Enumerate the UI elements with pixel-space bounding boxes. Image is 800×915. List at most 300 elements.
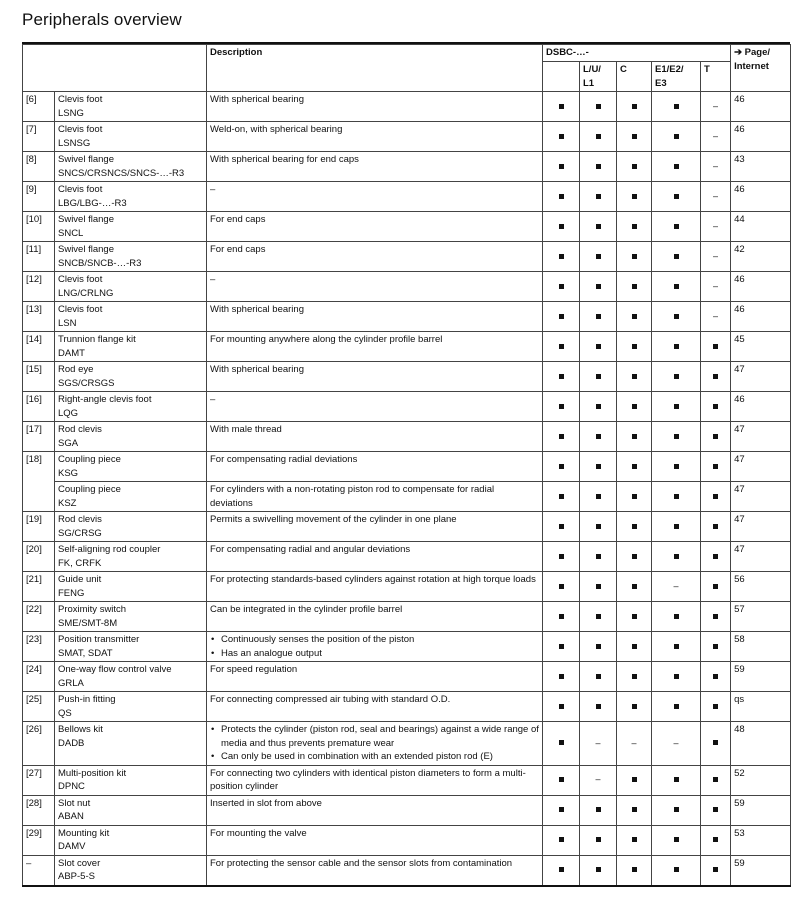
compatible-square-icon xyxy=(674,807,679,812)
compat-cell xyxy=(543,692,580,722)
row-component xyxy=(55,602,207,632)
row-description: With spherical bearing xyxy=(207,92,543,122)
compat-cell xyxy=(701,122,731,152)
compatible-square-icon xyxy=(713,464,718,469)
compat-cell xyxy=(652,512,701,542)
table-row xyxy=(23,765,791,795)
compat-cell xyxy=(543,512,580,542)
table-row xyxy=(23,602,791,632)
component-name: Clevis foot xyxy=(58,304,103,315)
table-row xyxy=(23,795,791,825)
component-code: DAMT xyxy=(58,347,85,359)
compatible-square-icon xyxy=(632,284,637,289)
component-name: One-way flow control valve xyxy=(58,664,172,675)
compatible-square-icon xyxy=(713,867,718,872)
table-row xyxy=(23,182,791,212)
compatible-square-icon xyxy=(596,254,601,259)
compatible-square-icon xyxy=(632,614,637,619)
row-description: Weld-on, with spherical bearing xyxy=(207,122,543,152)
component-name: Swivel flange xyxy=(58,154,114,165)
compatible-square-icon xyxy=(596,524,601,529)
not-compatible-dash-icon: – xyxy=(713,310,719,321)
table-row xyxy=(23,302,791,332)
component-name: Guide unit xyxy=(58,574,102,585)
compatible-square-icon xyxy=(632,314,637,319)
row-description: For end caps xyxy=(207,212,543,242)
compat-cell xyxy=(652,542,701,572)
row-number: [17] xyxy=(23,422,55,452)
compat-cell xyxy=(652,122,701,152)
header-variant-blank xyxy=(543,62,580,92)
component-code: SNCL xyxy=(58,227,84,239)
peripherals-table xyxy=(22,44,791,887)
compatible-square-icon xyxy=(674,104,679,109)
row-page: 47 xyxy=(731,512,791,542)
row-page: 59 xyxy=(731,795,791,825)
compatible-square-icon xyxy=(674,284,679,289)
compatible-square-icon xyxy=(596,704,601,709)
compatible-square-icon xyxy=(674,867,679,872)
row-number: [25] xyxy=(23,692,55,722)
row-page: 47 xyxy=(731,452,791,482)
compatible-square-icon xyxy=(596,194,601,199)
component-code: SGA xyxy=(58,437,79,449)
compatible-square-icon xyxy=(713,404,718,409)
row-page: qs xyxy=(731,692,791,722)
component-code: KSZ xyxy=(58,497,77,509)
table-row xyxy=(23,482,791,512)
table-row xyxy=(23,362,791,392)
compatible-square-icon xyxy=(674,134,679,139)
row-description: Inserted in slot from above xyxy=(207,795,543,825)
compat-cell xyxy=(652,572,701,602)
row-component xyxy=(55,362,207,392)
table-row xyxy=(23,512,791,542)
compatible-square-icon xyxy=(559,254,564,259)
table-row xyxy=(23,92,791,122)
not-compatible-dash-icon: – xyxy=(713,130,719,141)
compatible-square-icon xyxy=(632,554,637,559)
compat-cell xyxy=(580,482,617,512)
component-code: SG/CRSG xyxy=(58,527,102,539)
compatible-square-icon xyxy=(632,777,637,782)
component-code: LSNSG xyxy=(58,137,91,149)
compatible-square-icon xyxy=(674,314,679,319)
row-component xyxy=(55,422,207,452)
compat-cell xyxy=(617,572,652,602)
compatible-square-icon xyxy=(632,194,637,199)
table-row xyxy=(23,692,791,722)
table-row xyxy=(23,152,791,182)
compatible-square-icon xyxy=(596,644,601,649)
compat-cell xyxy=(580,212,617,242)
compat-cell xyxy=(617,602,652,632)
row-page: 59 xyxy=(731,662,791,692)
row-number: [9] xyxy=(23,182,55,212)
compatible-square-icon xyxy=(559,554,564,559)
compatible-square-icon xyxy=(559,284,564,289)
row-page: 46 xyxy=(731,272,791,302)
compat-cell xyxy=(652,242,701,272)
compat-cell xyxy=(701,632,731,662)
row-component xyxy=(55,825,207,855)
row-page: 56 xyxy=(731,572,791,602)
compat-cell xyxy=(580,692,617,722)
component-name: Mounting kit xyxy=(58,827,110,839)
compat-cell xyxy=(617,692,652,722)
compat-cell xyxy=(701,512,731,542)
compat-cell xyxy=(701,302,731,332)
row-page: 47 xyxy=(731,482,791,512)
compatible-square-icon xyxy=(559,104,564,109)
compatible-square-icon xyxy=(559,777,564,782)
compat-cell xyxy=(543,422,580,452)
compat-cell xyxy=(701,272,731,302)
compat-cell xyxy=(617,182,652,212)
compat-cell xyxy=(543,795,580,825)
compat-cell xyxy=(543,855,580,886)
compat-cell xyxy=(617,795,652,825)
compatible-square-icon xyxy=(596,674,601,679)
row-number: [24] xyxy=(23,662,55,692)
component-code: GRLA xyxy=(58,677,84,689)
row-component xyxy=(55,182,207,212)
component-name: Clevis foot xyxy=(58,124,103,135)
row-number: [10] xyxy=(23,212,55,242)
compat-cell xyxy=(701,542,731,572)
compatible-square-icon xyxy=(632,164,637,169)
compatible-square-icon xyxy=(559,644,564,649)
compatible-square-icon xyxy=(559,524,564,529)
compat-cell xyxy=(543,272,580,302)
compat-cell xyxy=(617,482,652,512)
row-page: 52 xyxy=(731,765,791,795)
compatible-square-icon xyxy=(632,224,637,229)
compatible-square-icon xyxy=(632,434,637,439)
not-compatible-dash-icon: – xyxy=(713,220,719,231)
table-row xyxy=(23,632,791,662)
compatible-square-icon xyxy=(596,807,601,812)
header-description: Description xyxy=(207,45,543,92)
component-code: FK, CRFK xyxy=(58,557,102,569)
row-component xyxy=(55,272,207,302)
row-component xyxy=(55,662,207,692)
not-compatible-dash-icon: – xyxy=(713,160,719,171)
table-row xyxy=(23,572,791,602)
row-page: 42 xyxy=(731,242,791,272)
compatible-square-icon xyxy=(559,674,564,679)
compat-cell xyxy=(652,795,701,825)
compat-cell xyxy=(580,602,617,632)
row-component xyxy=(55,632,207,662)
compatible-square-icon xyxy=(674,164,679,169)
compat-cell xyxy=(652,362,701,392)
compatible-square-icon xyxy=(674,374,679,379)
compatible-square-icon xyxy=(559,837,564,842)
row-description: For connecting two cylinders with identical piston diameters to form a multi-position cylinder xyxy=(207,765,543,795)
table-row xyxy=(23,855,791,886)
compatible-square-icon xyxy=(632,464,637,469)
compat-cell xyxy=(701,692,731,722)
compatible-square-icon xyxy=(713,807,718,812)
compatible-square-icon xyxy=(674,194,679,199)
not-compatible-dash-icon: – xyxy=(713,100,719,111)
row-component xyxy=(55,512,207,542)
compatible-square-icon xyxy=(596,344,601,349)
compatible-square-icon xyxy=(596,554,601,559)
compat-cell xyxy=(701,855,731,886)
compat-cell xyxy=(701,392,731,422)
compat-cell xyxy=(580,855,617,886)
component-name: Trunnion flange kit xyxy=(58,334,136,345)
component-name: Swivel flange xyxy=(58,214,114,225)
row-description: With spherical bearing xyxy=(207,302,543,332)
compat-cell xyxy=(580,302,617,332)
compatible-square-icon xyxy=(559,867,564,872)
compat-cell xyxy=(580,452,617,482)
compatible-square-icon xyxy=(559,584,564,589)
row-component xyxy=(55,452,207,482)
compatible-square-icon xyxy=(596,404,601,409)
compat-cell xyxy=(652,332,701,362)
compat-cell xyxy=(580,242,617,272)
compatible-square-icon xyxy=(632,837,637,842)
not-compatible-dash-icon: – xyxy=(673,580,679,591)
row-component xyxy=(55,152,207,182)
row-description: With male thread xyxy=(207,422,543,452)
row-description: For protecting standards-based cylinders against rotation at high torque loads xyxy=(207,572,543,602)
row-component xyxy=(55,795,207,825)
compatible-square-icon xyxy=(559,224,564,229)
compatible-square-icon xyxy=(713,644,718,649)
compatible-square-icon xyxy=(596,374,601,379)
row-number: [27] xyxy=(23,765,55,795)
compat-cell xyxy=(580,825,617,855)
component-code: LQG xyxy=(58,407,79,419)
compat-cell xyxy=(701,825,731,855)
header-blank xyxy=(23,45,207,92)
compatible-square-icon xyxy=(674,494,679,499)
compatible-square-icon xyxy=(674,404,679,409)
compatible-square-icon xyxy=(713,614,718,619)
compatible-square-icon xyxy=(632,404,637,409)
compatible-square-icon xyxy=(596,837,601,842)
compatible-square-icon xyxy=(713,434,718,439)
compatible-square-icon xyxy=(674,254,679,259)
compat-cell xyxy=(617,152,652,182)
row-page: 58 xyxy=(731,632,791,662)
compat-cell xyxy=(543,182,580,212)
compatible-square-icon xyxy=(559,344,564,349)
row-component xyxy=(55,392,207,422)
compatible-square-icon xyxy=(632,254,637,259)
compat-cell xyxy=(580,722,617,766)
table-body xyxy=(23,92,791,886)
component-name: Coupling piece xyxy=(58,454,121,465)
component-name: Rod eye xyxy=(58,364,94,375)
row-number: [23] xyxy=(23,632,55,662)
header-page-line2: Internet xyxy=(734,60,769,72)
row-component xyxy=(55,332,207,362)
compat-cell xyxy=(617,765,652,795)
compat-cell xyxy=(580,332,617,362)
component-code: FENG xyxy=(58,587,85,599)
table-row xyxy=(23,452,791,482)
compatible-square-icon xyxy=(713,494,718,499)
row-number: [26] xyxy=(23,722,55,766)
row-description: For connecting compressed air tubing with standard O.D. xyxy=(207,692,543,722)
compat-cell xyxy=(617,242,652,272)
compat-cell xyxy=(580,152,617,182)
table-row xyxy=(23,242,791,272)
row-component xyxy=(55,302,207,332)
compat-cell xyxy=(543,392,580,422)
compatible-square-icon xyxy=(596,224,601,229)
row-description: Can be integrated in the cylinder profile barrel xyxy=(207,602,543,632)
compat-cell xyxy=(543,212,580,242)
row-description: – xyxy=(207,392,543,422)
compat-cell xyxy=(652,272,701,302)
compatible-square-icon xyxy=(632,104,637,109)
description-bullet: • Protects the cylinder (piston rod, seal and bearings) against a wide range of media and thus prevents premature wear xyxy=(210,723,539,750)
row-description: With spherical bearing xyxy=(207,362,543,392)
header-variant-t: T xyxy=(701,62,731,92)
compat-cell xyxy=(580,182,617,212)
compatible-square-icon xyxy=(559,434,564,439)
component-name: Coupling piece xyxy=(58,484,121,495)
compatible-square-icon xyxy=(596,867,601,872)
compat-cell xyxy=(652,302,701,332)
row-number: [8] xyxy=(23,152,55,182)
row-page: 47 xyxy=(731,542,791,572)
compat-cell xyxy=(617,392,652,422)
header-page xyxy=(731,45,791,92)
compat-cell xyxy=(652,662,701,692)
compat-cell xyxy=(701,152,731,182)
row-page: 48 xyxy=(731,722,791,766)
compat-cell xyxy=(617,422,652,452)
compat-cell xyxy=(617,825,652,855)
row-component xyxy=(55,122,207,152)
compatible-square-icon xyxy=(632,674,637,679)
compat-cell xyxy=(543,302,580,332)
row-page: 47 xyxy=(731,362,791,392)
compatible-square-icon xyxy=(713,374,718,379)
compatible-square-icon xyxy=(559,614,564,619)
component-code: ABAN xyxy=(58,811,84,822)
compat-cell xyxy=(617,212,652,242)
row-number: [12] xyxy=(23,272,55,302)
compatible-square-icon xyxy=(559,194,564,199)
page-title: Peripherals overview xyxy=(22,10,182,29)
compat-cell xyxy=(617,452,652,482)
component-name: Position transmitter xyxy=(58,634,140,645)
not-compatible-dash-icon: – xyxy=(673,737,679,748)
component-name: Slot nut xyxy=(58,797,91,809)
table-row xyxy=(23,422,791,452)
component-code: KSG xyxy=(58,467,79,479)
table-row xyxy=(23,542,791,572)
component-code: SNCS/CRSNCS/SNCS-…-R3 xyxy=(58,167,185,179)
compat-cell xyxy=(652,422,701,452)
compat-cell xyxy=(617,542,652,572)
row-component xyxy=(55,212,207,242)
description-bullets xyxy=(210,723,539,764)
row-number: [20] xyxy=(23,542,55,572)
compat-cell xyxy=(580,632,617,662)
compat-cell xyxy=(543,452,580,482)
row-page: 53 xyxy=(731,825,791,855)
row-number: [29] xyxy=(23,825,55,855)
compat-cell xyxy=(580,662,617,692)
header-dsbc: DSBC-…- xyxy=(543,45,731,62)
component-name: Swivel flange xyxy=(58,244,114,255)
component-code: SME/SMT-8M xyxy=(58,617,118,629)
component-code: DAMV xyxy=(58,841,86,852)
compatible-square-icon xyxy=(596,314,601,319)
row-description: With spherical bearing for end caps xyxy=(207,152,543,182)
description-bullet: • Continuously senses the position of the piston xyxy=(210,633,539,647)
compat-cell xyxy=(543,722,580,766)
row-component xyxy=(55,92,207,122)
compatible-square-icon xyxy=(713,704,718,709)
compatible-square-icon xyxy=(713,554,718,559)
not-compatible-dash-icon: – xyxy=(595,737,601,748)
row-description: For compensating radial deviations xyxy=(207,452,543,482)
row-component xyxy=(55,692,207,722)
row-number: [7] xyxy=(23,122,55,152)
row-page: 47 xyxy=(731,422,791,452)
compatible-square-icon xyxy=(632,644,637,649)
compatible-square-icon xyxy=(596,584,601,589)
compat-cell xyxy=(701,482,731,512)
compat-cell xyxy=(580,92,617,122)
compat-cell xyxy=(652,722,701,766)
compat-cell xyxy=(543,602,580,632)
compat-cell xyxy=(543,825,580,855)
compatible-square-icon xyxy=(632,494,637,499)
compat-cell xyxy=(617,122,652,152)
compat-cell xyxy=(652,152,701,182)
compatible-square-icon xyxy=(674,644,679,649)
compatible-square-icon xyxy=(713,674,718,679)
compat-cell xyxy=(701,765,731,795)
compat-cell xyxy=(652,92,701,122)
row-component xyxy=(55,482,207,512)
compatible-square-icon xyxy=(596,104,601,109)
component-code: ABP-5-S xyxy=(58,871,95,882)
row-component xyxy=(55,572,207,602)
compat-cell xyxy=(617,302,652,332)
compat-cell xyxy=(543,572,580,602)
compat-cell xyxy=(701,212,731,242)
row-description xyxy=(207,632,543,662)
row-component xyxy=(55,242,207,272)
compat-cell xyxy=(617,855,652,886)
row-page: 46 xyxy=(731,182,791,212)
compat-cell xyxy=(580,122,617,152)
compatible-square-icon xyxy=(559,404,564,409)
compat-cell xyxy=(652,212,701,242)
table-row xyxy=(23,722,791,766)
compatible-square-icon xyxy=(632,807,637,812)
compatible-square-icon xyxy=(632,134,637,139)
not-compatible-dash-icon: – xyxy=(713,280,719,291)
component-name: Proximity switch xyxy=(58,604,127,615)
component-name: Rod clevis xyxy=(58,514,102,525)
compat-cell xyxy=(652,482,701,512)
component-name: Multi-position kit xyxy=(58,767,127,779)
